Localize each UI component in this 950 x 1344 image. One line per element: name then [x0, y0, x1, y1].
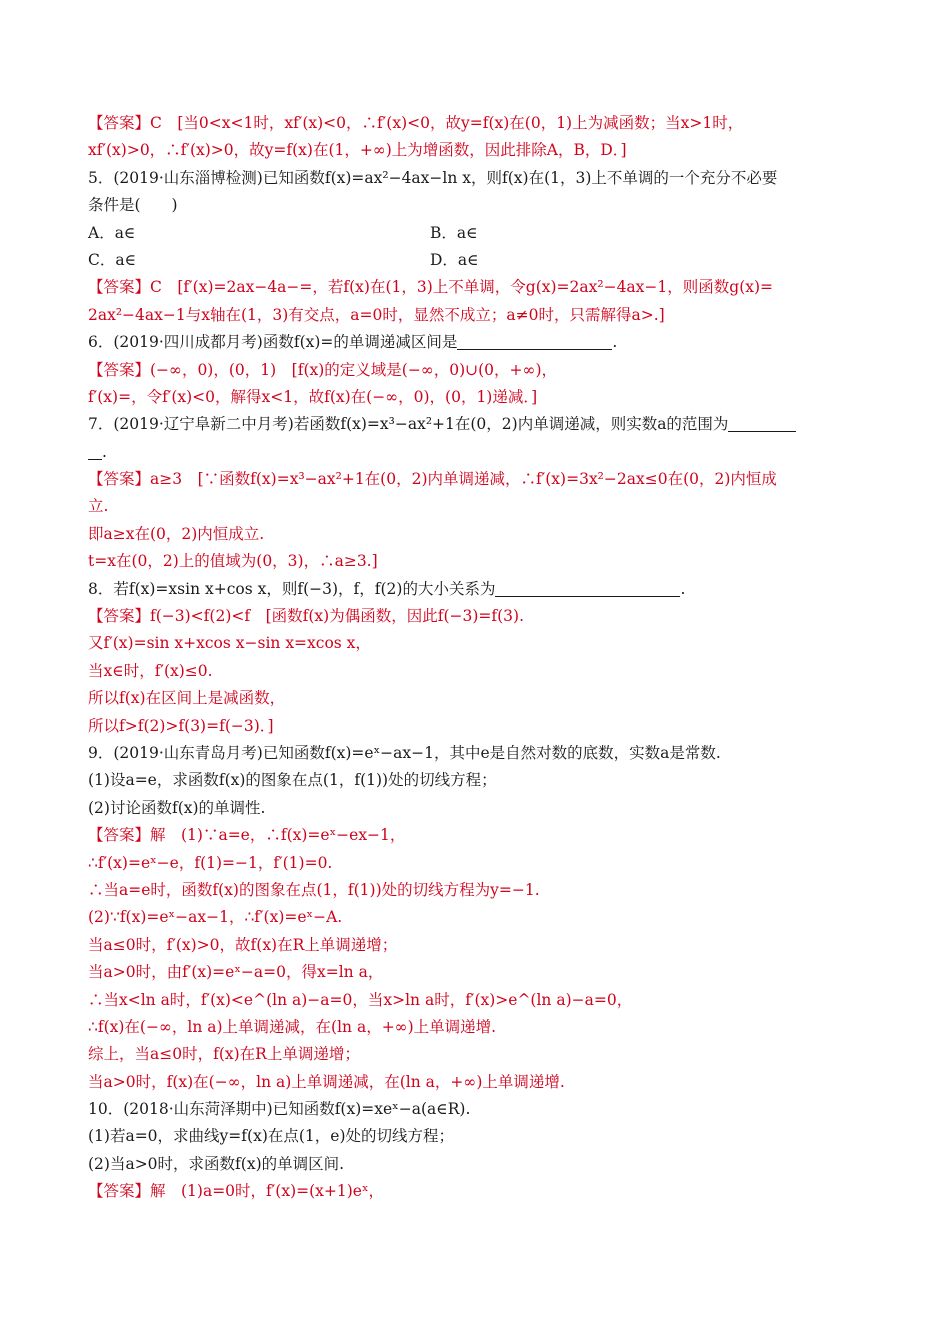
answer-line — [88, 302, 872, 329]
question-line — [88, 1096, 872, 1123]
question-line — [88, 192, 872, 219]
answer-blank[interactable] — [88, 441, 102, 460]
answer-line — [88, 357, 872, 384]
answer-line — [88, 603, 872, 630]
answer-line — [88, 384, 872, 411]
line-text: 当a>0时，由f′(x)=eˣ−a=0，得x=ln a， — [88, 963, 384, 982]
line-text: (1)若a=0，求曲线y=f(x)在点(1，e)处的切线方程； — [88, 1127, 454, 1146]
line-text: 10．(2018·山东菏泽期中)已知函数f(x)=xeˣ−a(a∈R). — [88, 1100, 471, 1119]
answer-line — [88, 685, 872, 712]
option-right: B．a∈ — [430, 223, 478, 242]
option-right: D．a∈ — [430, 250, 479, 269]
line-text: 6．(2019·四川成都月考)函数f(x)=的单调递减区间是 — [88, 333, 458, 352]
line-tail: . — [612, 333, 618, 352]
option-left: C．a∈ — [88, 250, 137, 269]
line-text: 当a>0时，f(x)在(−∞，ln a)上单调递减，在(ln a，+∞)上单调递增. — [88, 1072, 565, 1091]
answer-line — [88, 1014, 872, 1041]
answer-line — [88, 959, 872, 986]
answer-line — [88, 932, 872, 959]
line-text: 【答案】解 (1)a=0时，f′(x)=(x+1)eˣ， — [88, 1182, 385, 1201]
answer-line — [88, 493, 872, 520]
line-text: ∴当a=e时，函数f(x)的图象在点(1，f(1))处的切线方程为y=−1. — [88, 880, 540, 899]
line-text: 又f′(x)=sin x+xcos x−sin x=xcos x， — [88, 634, 371, 653]
answer-line — [88, 548, 872, 575]
answer-line — [88, 822, 872, 849]
line-text: ∴当x<ln a时，f′(x)<e^(ln a)−a=0，当x>ln a时，f′(x)>e^(ln a)−a=0， — [88, 990, 633, 1009]
line-text: 【答案】C [f′(x)=2ax−4a−=，若f(x)在(1，3)上不单调，令g(x)=2ax²−4ax−1，则函数g(x)= — [88, 278, 774, 297]
line-text: (2)当a>0时，求函数f(x)的单调区间. — [88, 1154, 345, 1173]
line-tail: . — [102, 442, 107, 461]
question-line — [88, 795, 872, 822]
line-text: 【答案】a≥3 [∵函数f(x)=x³−ax²+1在(0，2)内单调递减，∴f′(x)=3x²−2ax≤0在(0，2)内恒成 — [88, 470, 777, 489]
line-text: 【答案】(−∞，0)，(0，1) [f(x)的定义域是(−∞，0)∪(0，+∞)， — [88, 360, 557, 379]
line-text: 所以f>f(2)>f(3)=f(−3)．] — [88, 716, 274, 735]
answer-blank[interactable] — [495, 578, 680, 597]
line-text: 2ax²−4ax−1与x轴在(1，3)有交点，a=0时，显然不成立；a≠0时，只需解得a>.] — [88, 305, 665, 324]
question-line — [88, 247, 872, 274]
question-line — [88, 439, 872, 466]
line-text: 立. — [88, 497, 109, 516]
line-text: 5．(2019·山东淄博检测)已知函数f(x)=ax²−4ax−ln x，则f(x)在(1，3)上不单调的一个充分不必要 — [88, 168, 778, 187]
question-line — [88, 220, 872, 247]
answer-line — [88, 466, 872, 493]
question-line — [88, 329, 872, 356]
question-line — [88, 767, 872, 794]
answer-blank[interactable] — [457, 331, 612, 350]
answer-line — [88, 877, 872, 904]
line-text: 当a≤0时，f′(x)>0，故f(x)在R上单调递增； — [88, 935, 398, 954]
line-text: 9．(2019·山东青岛月考)已知函数f(x)=eˣ−ax−1，其中e是自然对数的底数，实数a是常数. — [88, 743, 721, 762]
line-text: 7．(2019·辽宁阜新二中月考)若函数f(x)=x³−ax²+1在(0，2)内单调递减，则实数a的范围为 — [88, 415, 729, 434]
line-text: f′(x)=，令f′(x)<0，解得x<1，故f(x)在(−∞，0)，(0，1)递减．] — [88, 387, 538, 406]
question-line — [88, 740, 872, 767]
answer-line — [88, 1069, 872, 1096]
line-text: 8．若f(x)=xsin x+cos x，则f(−3)，f，f(2)的大小关系为 — [88, 579, 496, 598]
line-text: 当x∈时，f′(x)≤0. — [88, 661, 213, 680]
line-text: xf′(x)>0，∴f′(x)>0，故y=f(x)在(1，+∞)上为增函数，因此排除A，B，D．] — [88, 141, 627, 160]
answer-blank[interactable] — [728, 413, 796, 432]
line-text: ∴f′(x)=eˣ−e，f(1)=−1，f′(1)=0. — [88, 853, 333, 872]
line-tail: . — [680, 579, 686, 598]
answer-line — [88, 850, 872, 877]
question-line — [88, 1123, 872, 1150]
line-text: t=x在(0，2)上的值域为(0，3)，∴a≥3.] — [88, 552, 378, 571]
line-text: 综上，当a≤0时，f(x)在R上单调递增； — [88, 1045, 360, 1064]
answer-line — [88, 274, 872, 301]
answer-line — [88, 1178, 872, 1205]
answer-line — [88, 630, 872, 657]
question-line — [88, 411, 872, 438]
answer-line — [88, 658, 872, 685]
line-text: 【答案】C [当0<x<1时，xf′(x)<0，∴f′(x)<0，故y=f(x)在(0，1)上为减函数；当x>1时， — [88, 114, 744, 132]
line-text: (1)设a=e，求函数f(x)的图象在点(1，f(1))处的切线方程； — [88, 771, 497, 790]
line-text: 即a≥x在(0，2)内恒成立. — [88, 524, 265, 543]
answer-line — [88, 110, 872, 137]
line-text: 【答案】解 (1)∵a=e，∴f(x)=eˣ−ex−1， — [88, 826, 406, 845]
line-text: (2)∵f(x)=eˣ−ax−1，∴f′(x)=eˣ−A. — [88, 908, 343, 927]
question-line — [88, 1151, 872, 1178]
answer-line — [88, 521, 872, 548]
answer-line — [88, 987, 872, 1014]
answer-line — [88, 137, 872, 164]
question-line — [88, 165, 872, 192]
answer-line — [88, 1041, 872, 1068]
question-line — [88, 576, 872, 603]
answer-line — [88, 904, 872, 931]
line-text: 【答案】f(−3)<f(2)<f [函数f(x)为偶函数，因此f(−3)=f(3). — [88, 607, 524, 626]
document-body — [88, 110, 872, 1206]
line-text: 所以f(x)在区间上是减函数， — [88, 689, 286, 708]
option-left: A．a∈ — [88, 223, 136, 242]
line-text: 条件是( ) — [88, 196, 178, 215]
answer-line — [88, 713, 872, 740]
line-text: ∴f(x)在(−∞，ln a)上单调递减，在(ln a，+∞)上单调递增. — [88, 1017, 497, 1036]
line-text: (2)讨论函数f(x)的单调性. — [88, 798, 266, 817]
